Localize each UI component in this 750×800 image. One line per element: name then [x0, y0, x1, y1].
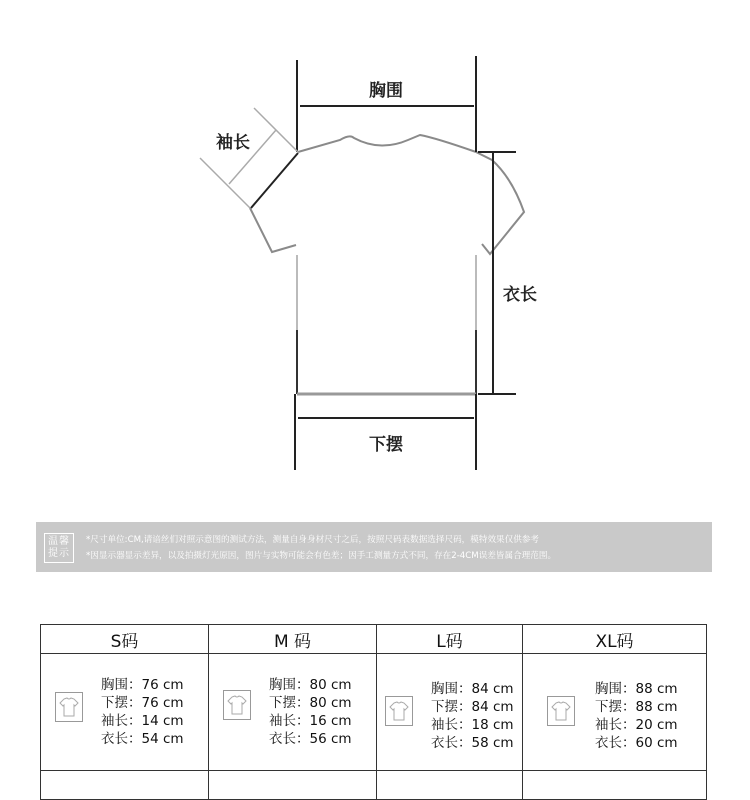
size-empty-row — [41, 771, 707, 800]
empty-cell — [41, 771, 209, 800]
measure-hem: 下摆：84 cm — [431, 699, 514, 715]
tshirt-thumbnail-icon — [55, 692, 83, 722]
measure-sleeve: 袖长：20 cm — [595, 717, 678, 733]
notice-line: *尺寸单位:CM,请谙丝们对照示意图的测试方法，测量自身身材尺寸之后，按照尺码表数据选择尺码，模特效果仅供参考 — [86, 535, 540, 545]
size-measurements — [269, 676, 352, 748]
measure-length: 衣长：60 cm — [595, 735, 678, 751]
chest-label: 胸围 — [369, 81, 403, 101]
notice-tag — [44, 533, 74, 563]
size-cell-s — [41, 654, 209, 771]
size-cell-xl — [523, 654, 707, 771]
size-table — [40, 624, 707, 800]
size-header-l: L码 — [377, 625, 523, 654]
size-cell-l — [377, 654, 523, 771]
notice-line: *因显示器显示差异，以及拍摄灯光原因，图片与实物可能会有色差；因手工测量方式不同，存在2-4CM误差皆属合理范围。 — [86, 551, 557, 561]
measure-sleeve: 袖长：16 cm — [269, 713, 352, 729]
notice-tag-line: 温馨 — [48, 536, 70, 547]
size-cell-m — [209, 654, 377, 771]
measure-chest: 胸围：84 cm — [431, 681, 514, 697]
size-header-m: M 码 — [209, 625, 377, 654]
empty-cell — [209, 771, 377, 800]
size-measurements — [431, 680, 514, 752]
measure-chest: 胸围：88 cm — [595, 681, 678, 697]
length-label: 衣长 — [503, 285, 537, 305]
measure-chest: 胸围：80 cm — [269, 677, 352, 693]
measure-length: 衣长：58 cm — [431, 735, 514, 751]
measure-length: 衣长：54 cm — [101, 731, 184, 747]
notice-bar — [36, 522, 712, 572]
measure-length: 衣长：56 cm — [269, 731, 352, 747]
measure-sleeve: 袖长：18 cm — [431, 717, 514, 733]
measure-chest: 胸围：76 cm — [101, 677, 184, 693]
measure-hem: 下摆：88 cm — [595, 699, 678, 715]
size-measurements — [101, 676, 184, 748]
hem-label: 下摆 — [369, 435, 403, 455]
measure-sleeve: 袖长：14 cm — [101, 713, 184, 729]
notice-text — [86, 532, 706, 564]
notice-tag-line: 提示 — [48, 548, 70, 559]
empty-cell — [523, 771, 707, 800]
empty-cell — [377, 771, 523, 800]
measure-hem: 下摆：76 cm — [101, 695, 184, 711]
size-measurements — [595, 680, 678, 752]
tshirt-thumbnail-icon — [385, 696, 413, 726]
tshirt-thumbnail-icon — [547, 696, 575, 726]
size-header-s: S码 — [41, 625, 209, 654]
tshirt-thumbnail-icon — [223, 690, 251, 720]
measure-hem: 下摆：80 cm — [269, 695, 352, 711]
sleeve-label: 袖长 — [216, 133, 250, 153]
size-detail-row — [41, 654, 707, 771]
size-header-xl: XL码 — [523, 625, 707, 654]
size-header-row — [41, 625, 707, 654]
